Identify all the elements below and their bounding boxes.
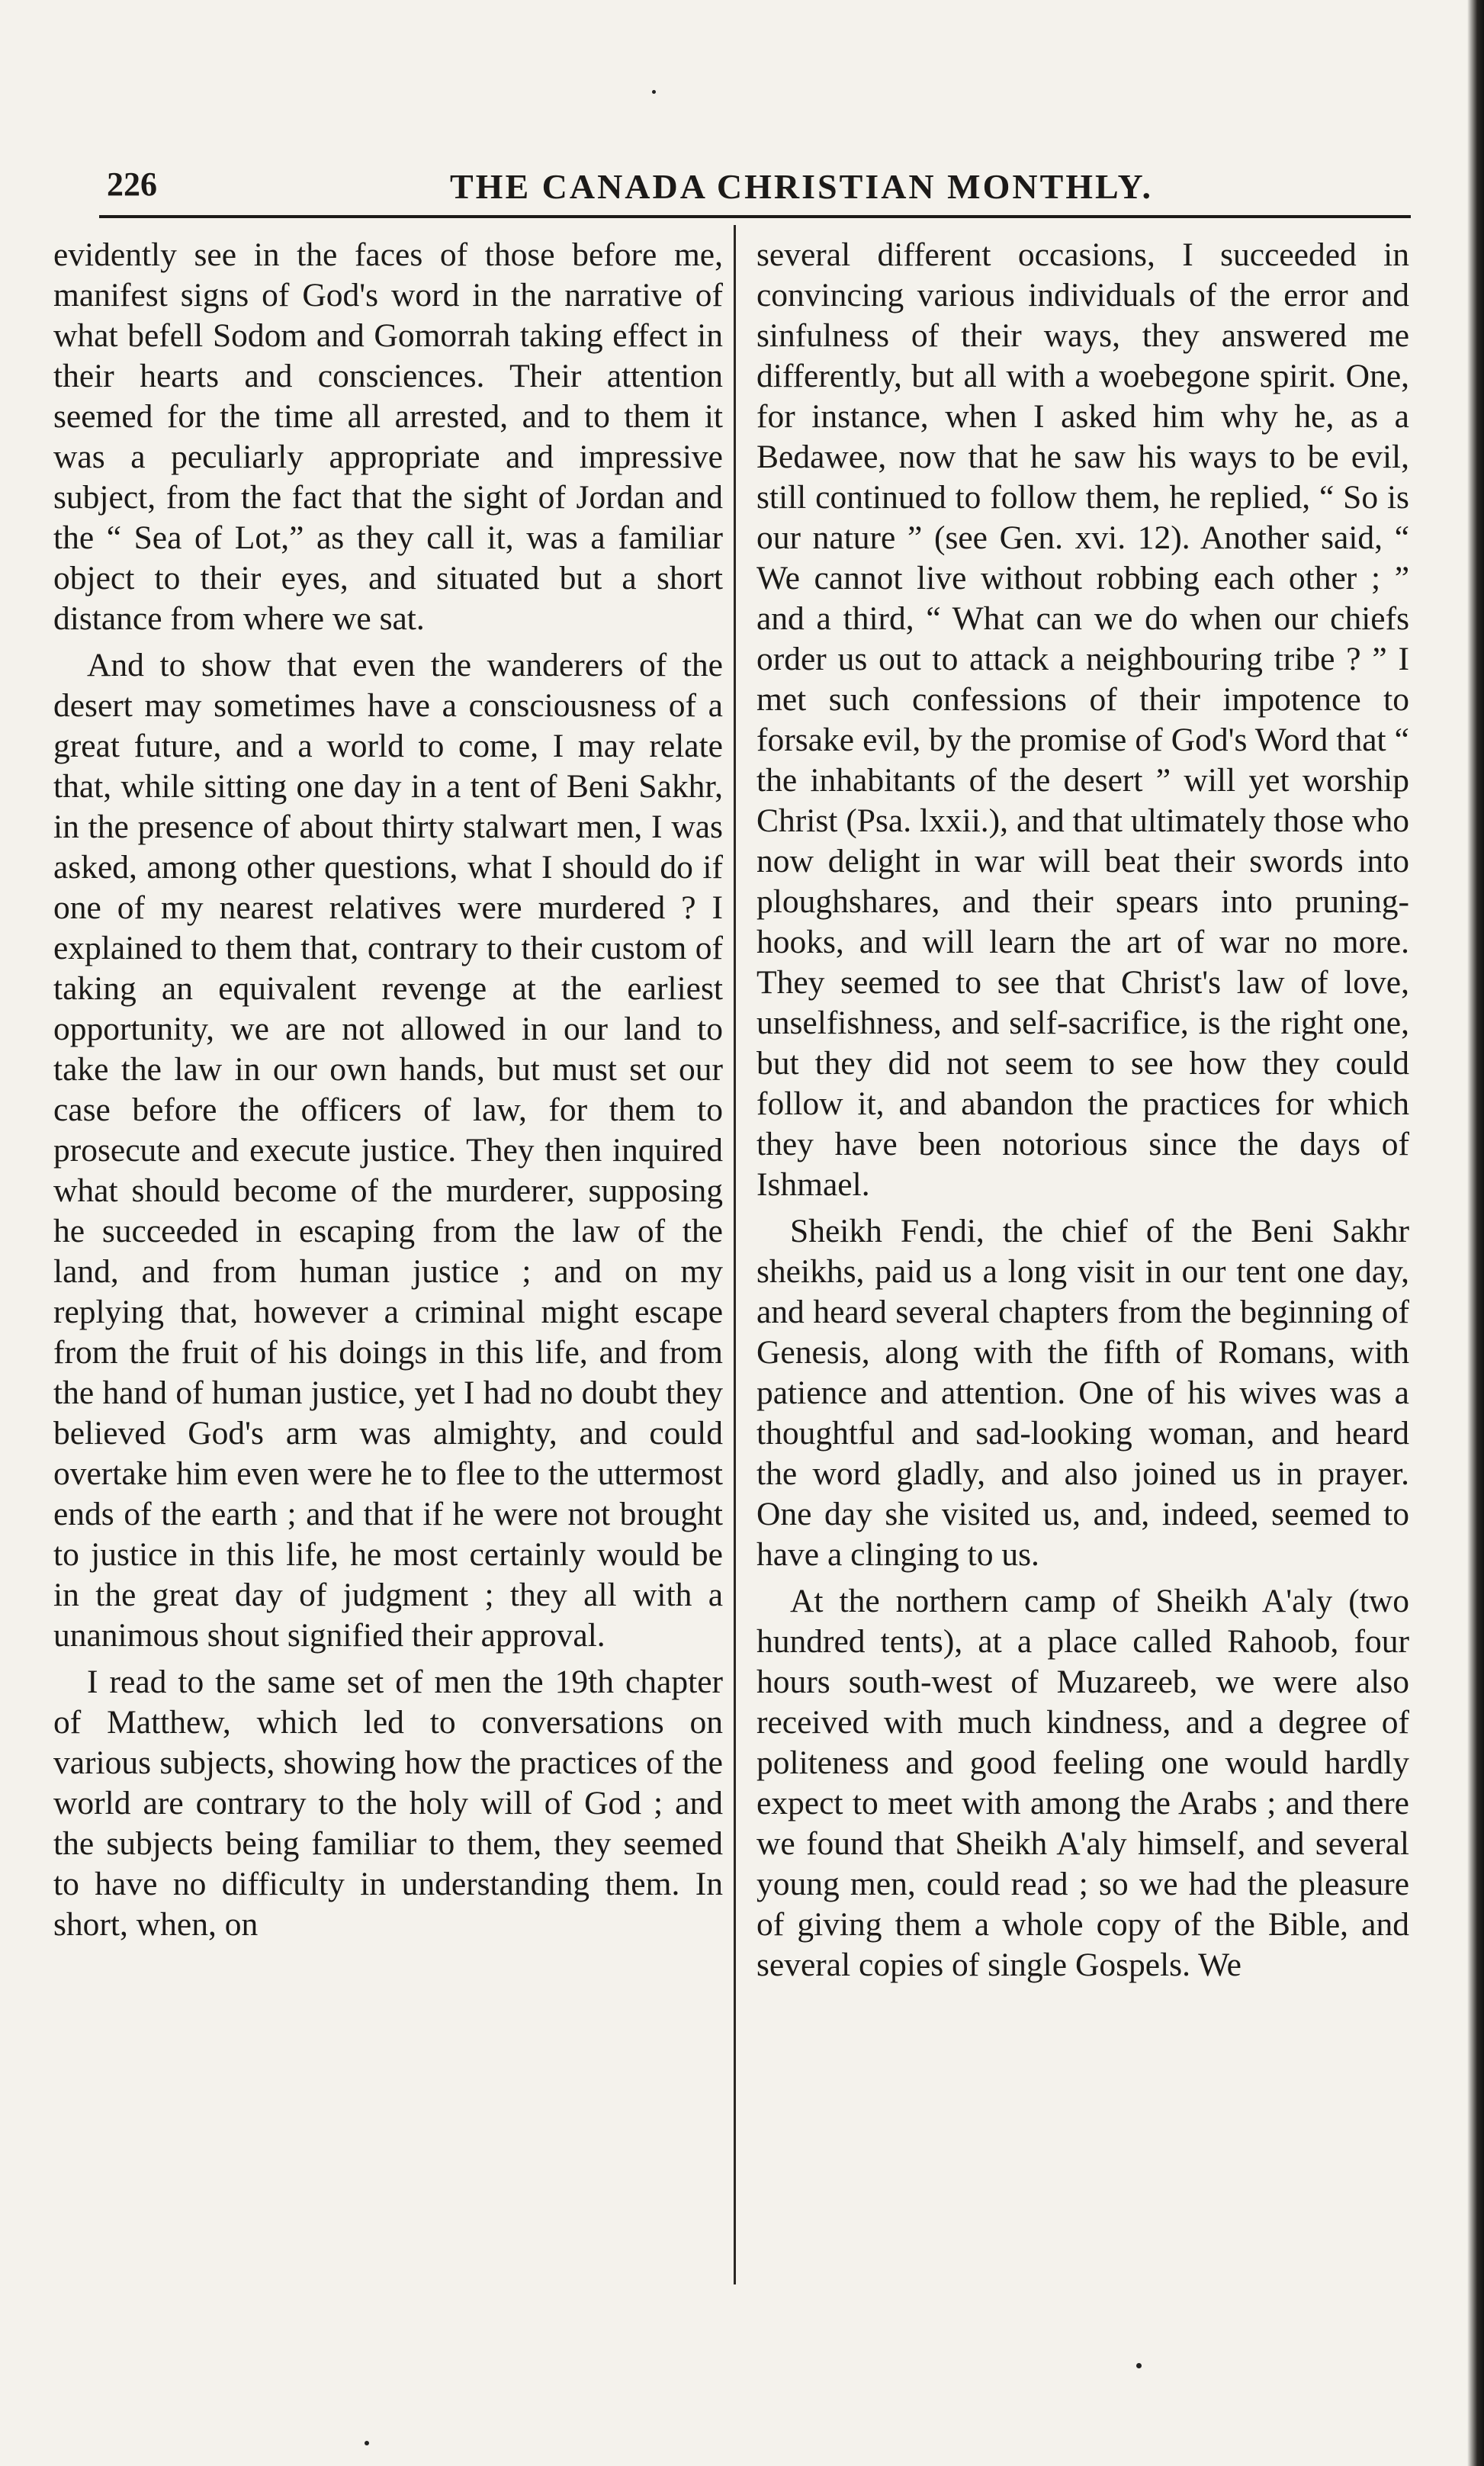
right-column <box>756 235 1409 1985</box>
ink-speck <box>365 2441 369 2445</box>
paragraph: evidently see in the faces of those before me, manifest signs of God's word in the narrative of what befell Sodom and Gomorrah taking effect in their hearts and consciences. Their attention seemed for the time all arrested, and to them it was a peculiarly appropriate and impressive subject, from the fact that the sight of Jordan and the “ Sea of Lot,” as they call it, was a familiar object to their eyes, and situated but a short distance from where we sat. <box>53 236 723 637</box>
paragraph: At the northern camp of Sheikh A'aly (two hundred tents), at a place called Rahoob, four hours south-west of Muzareeb, we were also received with much kindness, and a degree of politeness and good feeling one would hardly expect to meet with among the Arabs ; and there we found that Sheikh A'aly himself, and several young men, could read ; so we had the pleasure of giving them a whole copy of the Bible, and several copies of single Gospels. We <box>756 1583 1409 1983</box>
column-divider <box>734 225 736 2284</box>
page-header <box>99 160 1418 214</box>
paragraph: And to show that even the wanderers of the desert may sometimes have a consciousness of a great future, and a world to come, I may relate that, while sitting one day in a tent of Beni Sakhr, in the presence of about thirty stalwart men, I was asked, among other questions, what I should do if one of my nearest relatives were murdered ? I explained to them that, contrary to their custom of taking an equivalent revenge at the earliest opportunity, we are not allowed in our land to take the law in our own hands, but must set our case before the officers of law, for them to prosecute and execute justice. They then inquired what should become of the murderer, supposing he succeeded in escaping from the law of the land, and from human justice ; and on my replying that, however a criminal might escape from the fruit of his doings in this life, and from the hand of human justice, yet I had no doubt they believed God's arm was almighty, and could overtake him even were he to flee to the uttermost ends of the earth ; and that if he were not brought to justice in this life, he most certainly would be in the great day of judgment ; they all with a unanimous shout signified their approval. <box>53 647 723 1654</box>
paragraph: Sheikh Fendi, the chief of the Beni Sakhr sheikhs, paid us a long visit in our tent one day, and heard several chapters from the beginning of Genesis, along with the fifth of Romans, with patience and attention. One of his wives was a thoughtful and sad-looking woman, and heard the word gladly, and also joined us in prayer. One day she visited us, and, indeed, seemed to have a clinging to us. <box>756 1213 1409 1573</box>
page-edge-shadow <box>1467 0 1484 2466</box>
running-head-title: THE CANADA CHRISTIAN MONTHLY. <box>450 167 1153 206</box>
page-number: 226 <box>107 166 157 203</box>
ink-speck <box>652 90 656 94</box>
paragraph: several different occasions, I succeeded in convincing various individuals of the error and sinfulness of their ways, they answered me differently, but all with a woebegone spirit. One, for instance, when I asked him why he, as a Bedawee, now that he saw his ways to be evil, still continued to follow them, he replied, “ So is our nature ” (see Gen. xvi. 12). Another said, “ We cannot live without robbing each other ; ” and a third, “ What can we do when our chiefs order us out to attack a neighbouring tribe ? ” I met such confessions of their impotence to forsake evil, by the promise of God's Word that “ the inhabitants of the desert ” will yet worship Christ (Psa. lxxii.), and that ultimately those who now delight in war will beat their swords into ploughshares, and their spears into pruning-hooks, and will learn the art of war no more. They seemed to see that Christ's law of love, unselfishness, and self-sacrifice, is the right one, but they did not seem to see how they could follow it, and abandon the practices for which they have been notorious since the days of Ishmael. <box>756 236 1409 1203</box>
header-rule <box>99 215 1411 218</box>
paragraph: I read to the same set of men the 19th chapter of Matthew, which led to conversations on various subjects, showing how the practices of the world are contrary to the holy will of God ; and the subjects being familiar to them, they seemed to have no difficulty in understanding them. In short, when, on <box>53 1664 723 1943</box>
left-column <box>53 235 723 1945</box>
ink-speck <box>1136 2363 1142 2368</box>
